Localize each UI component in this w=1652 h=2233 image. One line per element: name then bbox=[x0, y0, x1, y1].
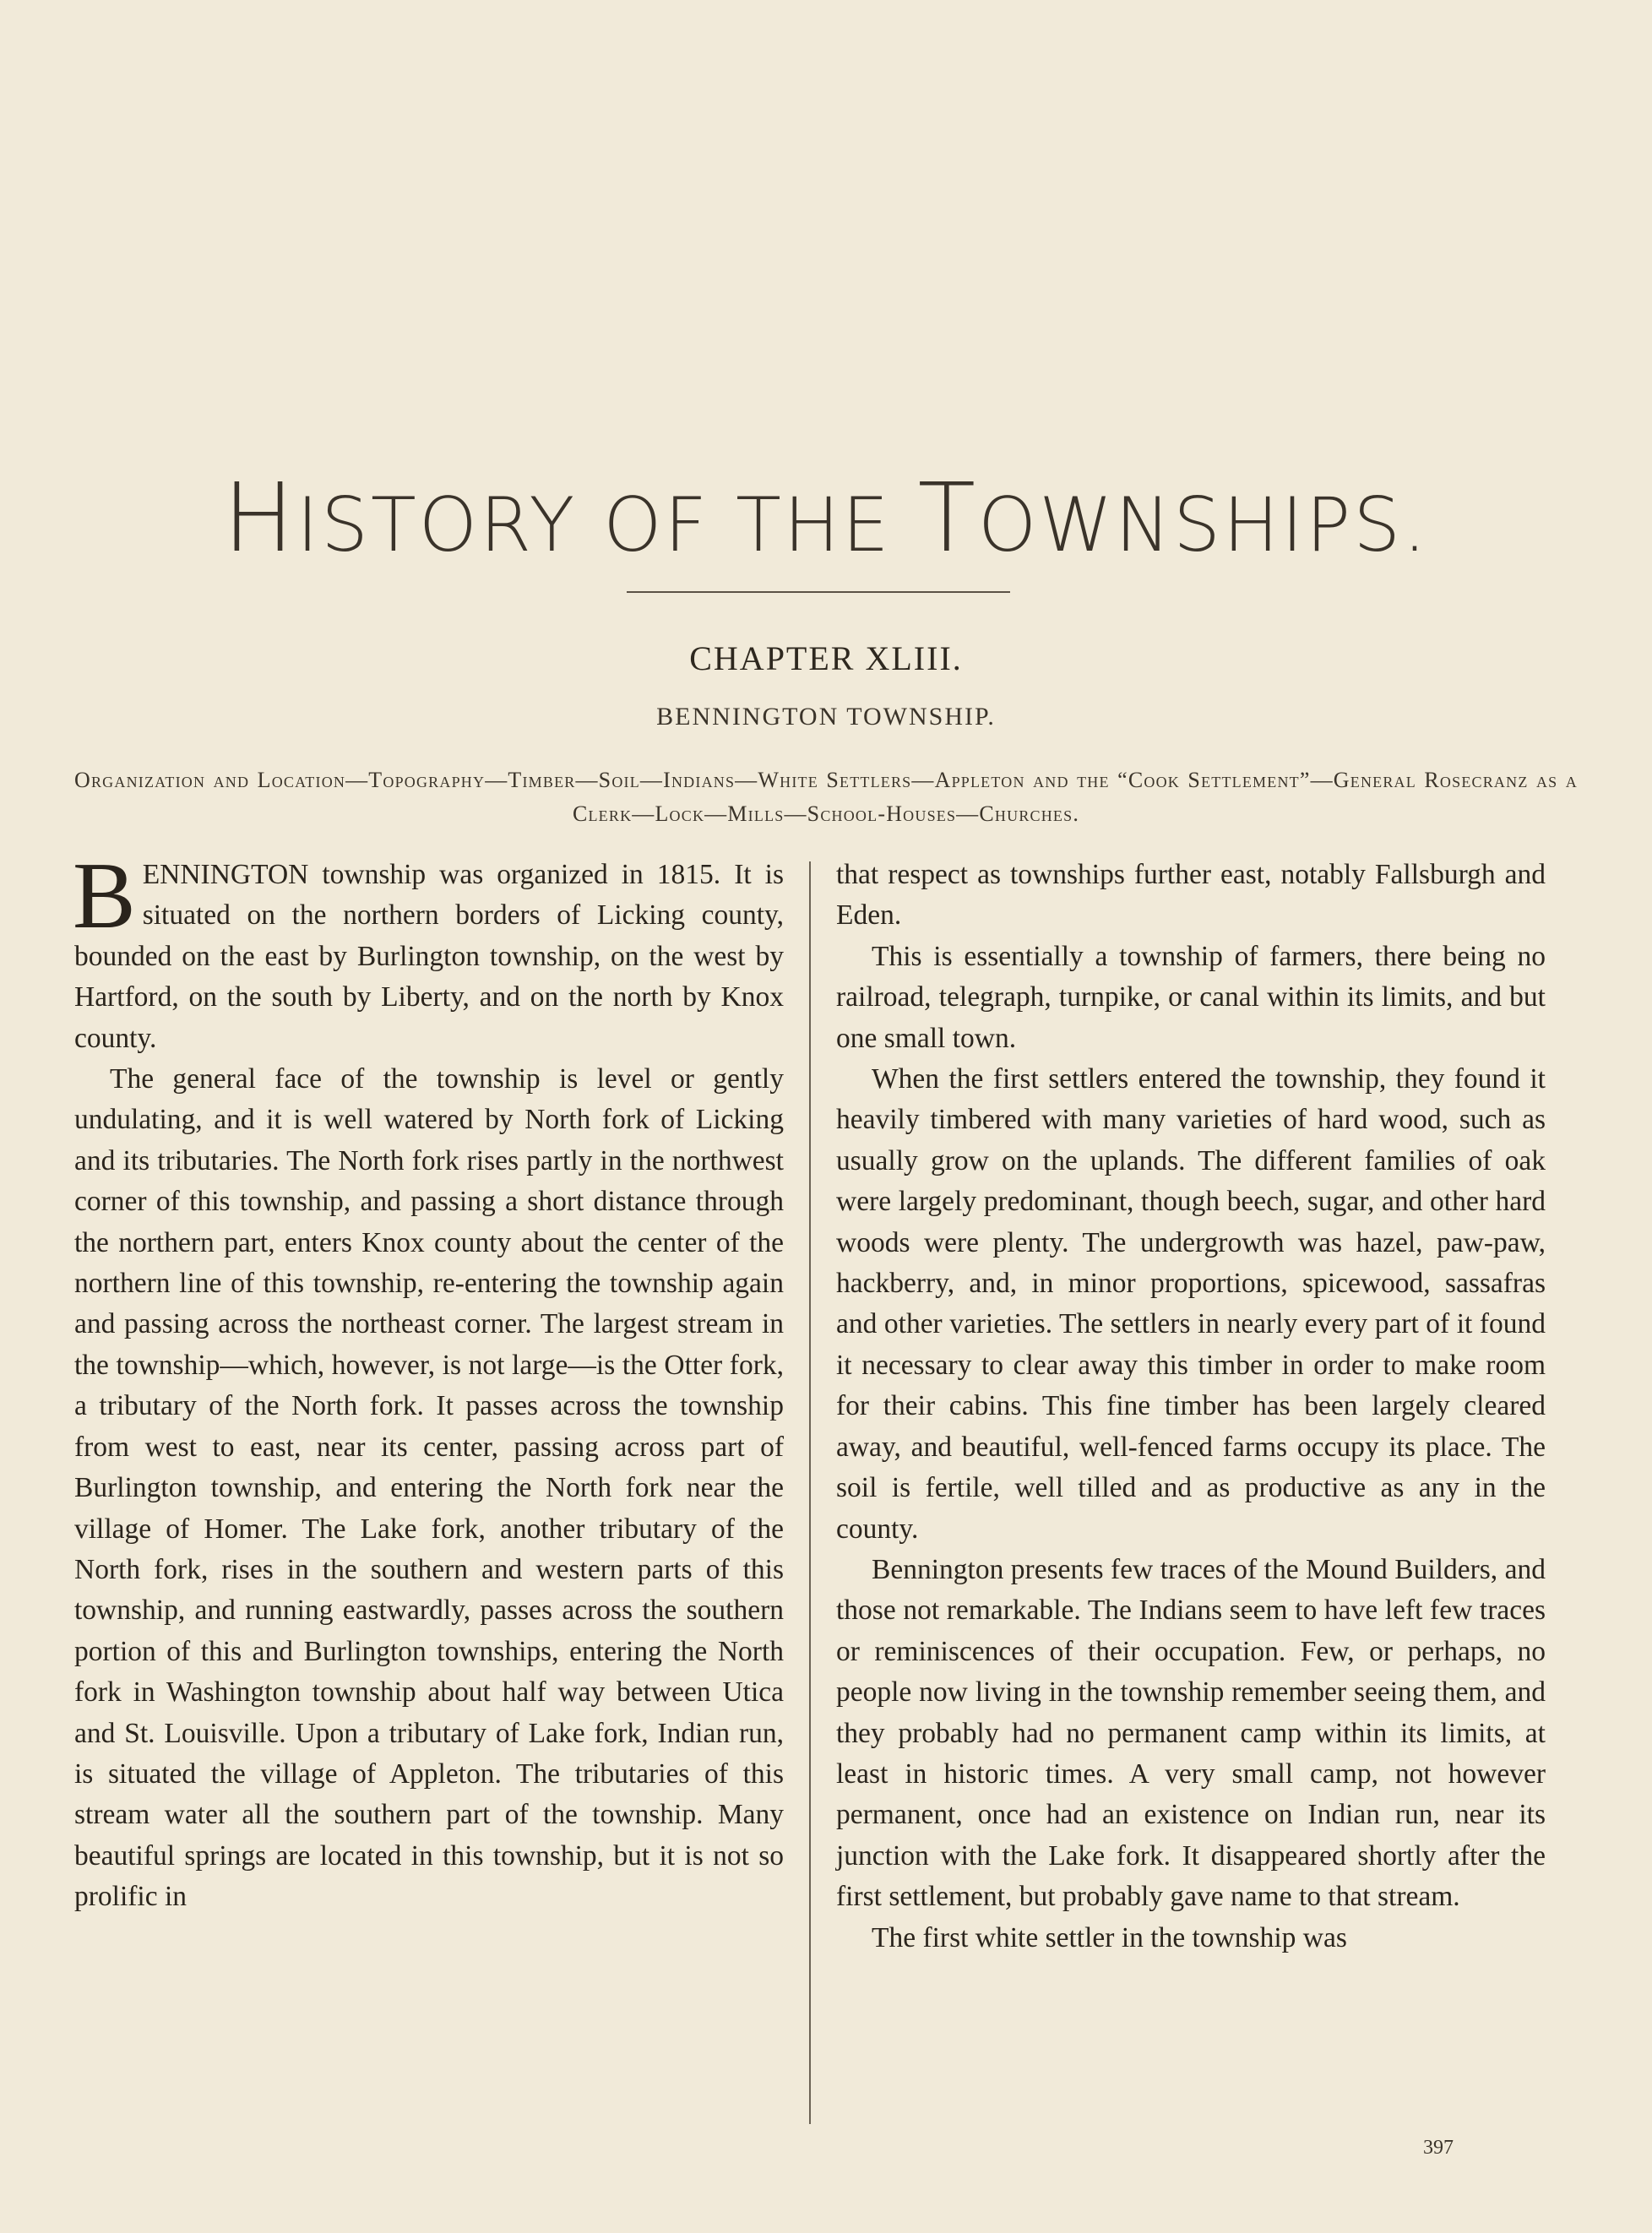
chapter-synopsis: Organization and Location—Topography—Timber—Soil—Indians—White Settlers—Appleton and the “Cook Settlement”—General Rosecranz as a Clerk—Lock—Mills—School-Houses—Churches. bbox=[74, 768, 1578, 826]
drop-cap: B bbox=[73, 844, 136, 948]
chapter-heading: CHAPTER XLIII. bbox=[689, 639, 963, 677]
left-column bbox=[73, 844, 784, 1918]
paragraph: The general face of the township is level or gently undulating, and it is well watered by North fork of Licking and its tributaries. The North fork rises partly in the northwest corner of this township, and passing a short distance through the northern part, enters Knox county about the center of the northern line of this township, re-entering the township again and passing across the northeast corner. The largest stream in the township—which, however, is not large—is the Otter fork, a tributary of the North fork. It passes across the township from west to east, near its center, passing across part of Burlington township, and entering the North fork near the village of Homer. The Lake fork, another tributary of the North fork, rises in the southern and western parts of this township, and running eastwardly, passes across the southern portion of this and Burlington townships, entering the North fork in Washington township about half way between Utica and St. Louisville. Upon a tributary of Lake fork, Indian run, is situated the village of Appleton. The tributaries of this stream water all the southern part of the township. Many beautiful springs are located in this township, but it is not so prolific in bbox=[74, 1063, 784, 1913]
page-number: 397 bbox=[1423, 2137, 1454, 2159]
title-initial-h: H bbox=[222, 464, 297, 573]
paragraph: that respect as townships further east, notably Fallsburgh and Eden. bbox=[836, 859, 1546, 932]
paragraph: This is essentially a township of farmers, there being no railroad, telegraph, turnpike, or canal within its limits, and but one small town. bbox=[836, 940, 1546, 1054]
title-divider bbox=[627, 591, 1010, 593]
paragraph: The first white settler in the township was bbox=[872, 1921, 1347, 1953]
title-part-2: OWNSHIPS. bbox=[978, 481, 1430, 568]
paragraph bbox=[73, 844, 784, 1059]
title-initial-t: T bbox=[917, 464, 979, 573]
paragraph: When the first settlers entered the township, they found it heavily timbered with many varieties of hard wood, such as usually grow on the uplands. The different families of oak were largely predominant, though beech, sugar, and other hard woods were plenty. The undergrowth was hazel, paw-paw, hackberry, and, in minor proportions, spicewood, sassafras and other varieties. The settlers in nearly every part of it found it necessary to clear away this timber in order to make room for their cabins. This fine timber has been largely cleared away, and beautiful, well-fenced farms occupy its place. The soil is fertile, well tilled and as productive as any in the county. bbox=[836, 1063, 1546, 1545]
page-title bbox=[0, 464, 1652, 573]
title-part-1: ISTORY OF THE bbox=[296, 481, 918, 568]
paragraph-text: ENNINGTON township was organized in 1815. It is situated on the northern borders of Licking county, bounded on the east by Burlington township, on the west by Hartford, on the south by Liberty, and on the north by Knox county. bbox=[74, 859, 784, 1054]
paragraph: Bennington presents few traces of the Mound Builders, and those not remarkable. The Indians seem to have left few traces or reminiscences of their occupation. Few, or perhaps, no people now living in the township remember seeing them, and they probably had no permanent camp within its limits, at least in historic times. A very small camp, not however permanent, once had an existence on Indian run, near its junction with the Lake fork. It disappeared shortly after the first settlement, but probably gave name to that stream. bbox=[836, 1553, 1546, 1913]
township-heading: BENNINGTON TOWNSHIP. bbox=[656, 703, 996, 731]
column-divider bbox=[809, 861, 811, 2124]
right-column bbox=[836, 855, 1546, 1959]
